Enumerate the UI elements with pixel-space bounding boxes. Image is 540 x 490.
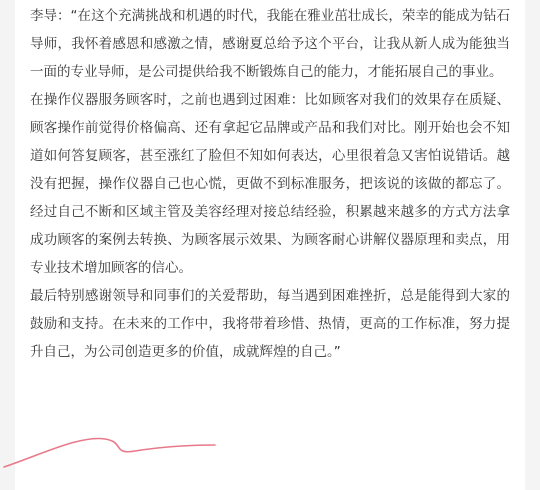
- paragraph-intro: 李导：“在这个充满挑战和机遇的时代，我能在雅业茁壮成长，荣幸的能成为钻石导师，我怀着感恩和感激之情，感谢夏总给予这个平台，让我从新人成为能独当一面的专业导师，是公司提供给我不断锻炼自己的能力，才能拓展自己的事业。: [30, 8, 510, 80]
- paragraph-closing: 最后特别感谢领导和同事们的关爱帮助，每当遇到困难挫折，总是能得到大家的鼓励和支持。在未来的工作中，我将带着珍惜、热情，更高的工作标准，努力提升自己，为公司创造更多的价值，成就辉煌的自己。”: [30, 288, 510, 360]
- paragraph-challenges: 在操作仪器服务顾客时，之前也遇到过困难：比如顾客对我们的效果存在质疑、顾客操作前觉得价格偏高、还有拿起它品牌或产品和我们对比。刚开始也会不知道如何答复顾客，甚至涨红了脸但不知如何表达，心里很着急又害怕说错话。越没有把握，操作仪器自己也心慌，更做不到标准服务，把该说的该做的都忘了。经过自己不断和区域主管及美容经理对接总结经验，积累越来越多的方式方法拿成功顾客的案例去转换、为顾客展示效果、为顾客耐心讲解仪器原理和卖点，用专业技术增加顾客的信心。: [30, 92, 510, 276]
- article-page: [15, 0, 525, 490]
- article-body: [30, 2, 510, 366]
- decorative-swoosh-icon: [0, 425, 240, 475]
